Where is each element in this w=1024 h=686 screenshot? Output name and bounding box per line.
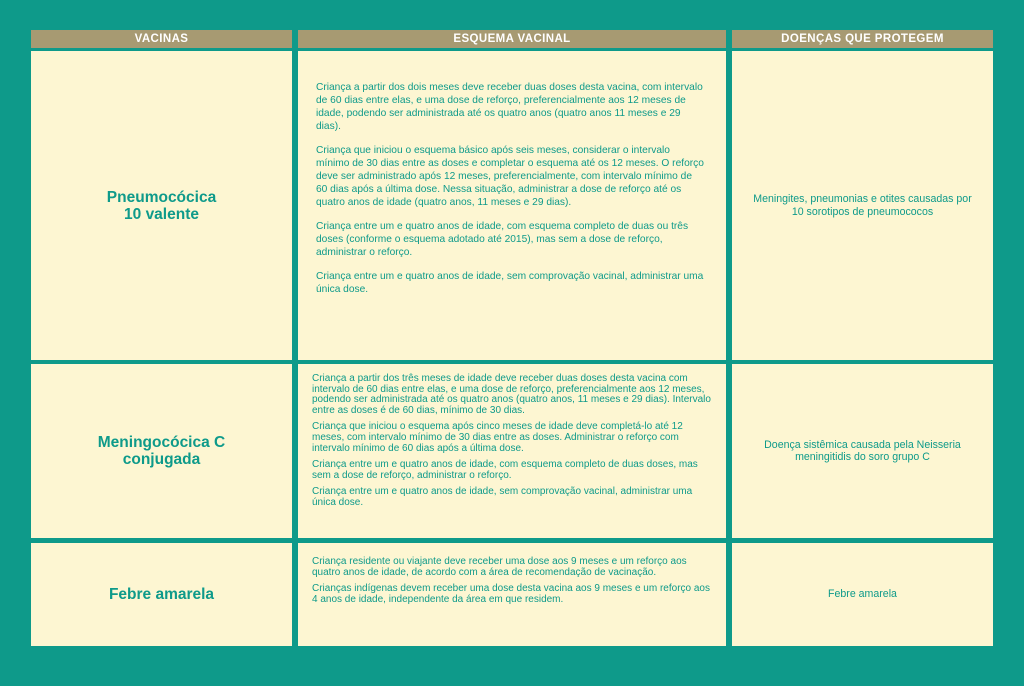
schedule-paragraph: Criança a partir dos dois meses deve receber duas doses desta vacina, com intervalo de 60 dias entre elas, e uma dose de reforço, preferencialmente aos 12 meses de idade, podendo ser administrada até os quatro anos (quatro anos 11 meses e 29 dias). [316, 82, 703, 132]
schedule-pneumococcal [298, 51, 726, 360]
schedule-paragraph: Criança entre um e quatro anos de idade, com esquema completo de duas doses, mas sem a dose de reforço, administrar o reforço. [312, 459, 698, 481]
vaccine-name-meningococcal [31, 364, 292, 538]
schedule-paragraph: Criança entre um e quatro anos de idade, sem comprovação vacinal, administrar uma única dose. [312, 486, 693, 508]
vaccine-name-line: Meningocócica C [97, 434, 226, 451]
header-diseases: DOENÇAS QUE PROTEGEM [732, 30, 993, 48]
schedule-paragraph: Crianças indígenas devem receber uma dose desta vacina aos 9 meses e um reforço aos 4 anos de idade, independente da área em que residem. [312, 583, 710, 605]
schedule-paragraph: Criança a partir dos três meses de idade deve receber duas doses desta vacina com intervalo de 60 dias entre elas, e uma dose de reforço, preferencialmente aos 12 meses, podendo ser administrada até os quatro anos (quatro anos, 11 meses e 29 dias). Intervalo entre as doses é de 60 dias, mínimo de 30 dias. [312, 373, 711, 416]
diseases-meningococcal [732, 364, 993, 538]
schedule-meningococcal [298, 364, 726, 538]
vaccine-name-line: 10 valente [124, 205, 199, 223]
vaccine-name-line: conjugada [122, 451, 201, 468]
vaccine-name-line: Pneumocócica [106, 188, 217, 206]
diseases-yellow-fever [732, 543, 993, 646]
header-schedule: ESQUEMA VACINAL [298, 30, 726, 48]
vaccine-name-line: Febre amarela [108, 586, 215, 603]
vaccine-name-yellow-fever [31, 543, 292, 646]
schedule-paragraph: Criança que iniciou o esquema após cinco meses de idade deve completá-lo até 12 meses, com intervalo mínimo de 30 dias entre as doses. Administrar o reforço com intervalo mínimo de 60 dias após a última dose. [312, 421, 683, 454]
vaccine-name-pneumococcal [31, 51, 292, 360]
schedule-paragraph: Criança que iniciou o esquema básico após seis meses, considerar o intervalo mínimo de 30 dias entre as doses e completar o esquema até os 12 meses. O reforço deve ser administrado após 12 meses, preferencialmente, com intervalo mínimo de 60 dias após a última dose. Nessa situação, administrar a dose de reforço até os quatro anos de idade (quatro anos, 11 meses e 29 dias). [316, 145, 704, 208]
diseases-text: Febre amarela [828, 588, 897, 601]
header-vaccines: VACINAS [31, 30, 292, 48]
diseases-text: Doença sistêmica causada pela Neisseria meningitidis do soro grupo C [764, 438, 961, 463]
schedule-paragraph: Criança entre um e quatro anos de idade, sem comprovação vacinal, administrar uma única dose. [316, 271, 704, 295]
diseases-pneumococcal [732, 51, 993, 360]
schedule-paragraph: Criança entre um e quatro anos de idade, com esquema completo de duas ou três doses (conforme o esquema adotado até 2015), mas sem a dose de reforço, administrar o reforço. [316, 221, 689, 258]
schedule-paragraph: Criança residente ou viajante deve receber uma dose aos 9 meses e um reforço aos quatro anos de idade, de acordo com a área de recomendação de vacinação. [312, 556, 687, 578]
schedule-yellow-fever [298, 543, 726, 646]
diseases-text: Meningites, pneumonias e otites causadas por 10 sorotipos de pneumococos [753, 193, 972, 218]
